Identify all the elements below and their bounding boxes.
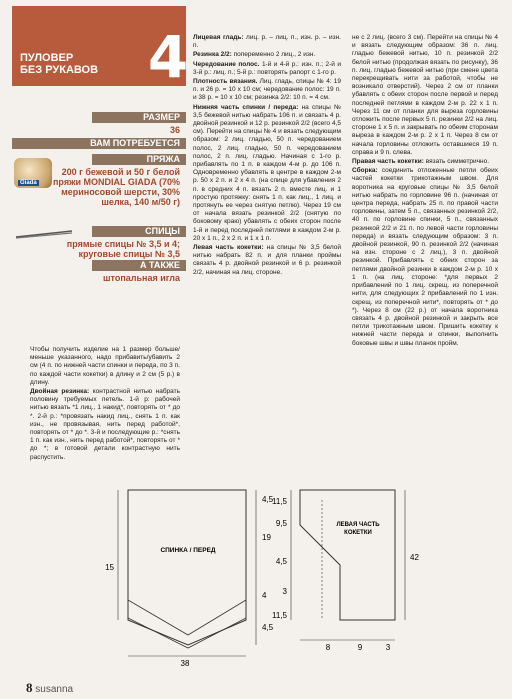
- stripes-heading: Чередование полос.: [193, 60, 260, 68]
- yoke-label-2: КОКЕТКИ: [344, 530, 372, 536]
- pattern-number: 4: [147, 23, 189, 91]
- yoke-dim-top: 11,5: [272, 497, 287, 506]
- double-rib-text: контрастной нитью набрать половину требуемых петель. 1-й р: рабочей нитью вязать *1 лиц., 1 накид*, повторять от * до *. 2-й р.: *провязать накид лиц., снять 1 п. как изн., не провязывая, нить перед работой*, повторять от * до *. 3-й и последующие р.: *снять 1 п. как изн., нить перед работой*, повторять от * до *; в готовой детали контрастную нить распустить.: [30, 388, 181, 461]
- stripes-text: 1-й и 4-й р.: изн. п.; 2-й и 3-й р.: лиц. п.; 5-й р.: повторять рапорт с 1-го р.: [193, 60, 341, 76]
- left-column: [30, 346, 180, 463]
- front-dim-height: 15: [105, 563, 114, 572]
- right-yoke-text: вязать симметрично.: [425, 158, 490, 166]
- front-dim-stripe: 4: [262, 591, 267, 600]
- need-label-bar: ВАМ ПОТРЕБУЕТСЯ: [12, 138, 186, 149]
- yoke-dim-height: 42: [410, 553, 419, 562]
- also-text: штопальная игла: [103, 273, 180, 283]
- yoke-dim-w1: 8: [325, 643, 331, 652]
- intro-paragraph: Чтобы получить изделие на 1 размер больше/меньше указанного, надо прибавить/убавить 2 см (4 п. по нижней части спинки и переда, по 3 п. по каждой части кокетки) в длину и 2 см (5 р.) в длину.: [30, 346, 180, 386]
- yoke-dim-collar: 4,5: [275, 557, 287, 566]
- front-back-outline: [128, 490, 246, 645]
- yoke-label-1: ЛЕВАЯ ЧАСТЬ: [336, 522, 380, 528]
- needles-label-bar: СПИЦЫ: [92, 226, 186, 237]
- magazine-brand: susanna: [35, 684, 74, 695]
- size-label-bar: РАЗМЕР: [92, 112, 186, 123]
- yoke-dim-w3: 3: [385, 643, 391, 652]
- size-value: 36: [169, 125, 180, 135]
- yoke-dim-band: 3: [282, 587, 287, 596]
- stripe-chevron-top: [128, 600, 246, 635]
- gauge-heading: Плотность вязания.: [193, 78, 258, 86]
- needles-icon: [14, 229, 74, 239]
- gauge-text: Лиц. гладь, спицы № 4: 19 п. и 26 р. = 10 х 10 см; чередование полос: 19 п. и 38 р. = 10 х 10 см; резинка 2/2: 10 п. = 4 см.: [193, 78, 342, 102]
- page-number: 8: [26, 680, 33, 695]
- right-yoke-heading: Правая часть кокетки:: [352, 158, 424, 166]
- stockinette-text: лиц. р. – лиц. п., изн. р. – изн. п.: [193, 34, 341, 50]
- yoke-dim-bottom: 11,5: [272, 611, 287, 620]
- lower-part-text: на спицы № 3,5 бежевой нитью набрать 106 п. и связать 4 р. двойной резинкой и 12 р. резинкой 2/2 (всего 4,5 см). Перейти на спицы № 4 и вязать следующим образом: 2 лиц. гладью, 50 п. чередованием полос, 2 лиц. гладью, 50 п. чередованием полос, 2 п. лиц. гладью. Начиная с 1-го р. прибавлять по 1 п. в каждом 4-м р. до 106 п. Одновременно убавлять в центре в каждом 2-м р. 50 х 2 п. и 2 х 4 п. (на спице для убавления 2 п. в средних 4 п. вязать 2 п. вместе лиц. и 1 простую протяжку: снять 1 п. как лиц., 1 лиц. и протянуть ее через снятую петлю). Через 19 см от начала вязать резинкой 2/2 (снятую по боковому краю) убавлять с обеих сторон после 1-й и перед последней петлями в каждом 2-м р. 20 х 1 п., 2 х 2 п. и 1 х 1 п.: [193, 103, 341, 242]
- needles-text: прямые спицы № 3,5 и 4; круговые спицы № 3,5: [66, 239, 180, 259]
- also-label-bar: А ТАКЖЕ: [92, 260, 186, 271]
- yoke-dim-w2: 9: [357, 643, 363, 652]
- assembly-text: соединить отложенные петли обеих частей кокетки трикотажным швом. Для воротника на круговые спицы № 3,5 белой нитью набрать по горловине 96 п. (начиная от центра переда, набрать 25 п. по правой части горловины, затем 5 п., связанных резинкой 2/2, 40 п. по горловине спинки, 5 п., связанных резинкой 2/2 и 21 п. по левой части горловины переда) и вязать следующим образом: 3 п. двойной резинкой, 90 п. резинкой 2/2 (начиная на изн. стороне с 2 лиц.), 3 п. двойной резинкой. Прибавлять с обеих сторон за петлями двойной резинки в каждом 2-м р. 10 х 1 п. (на лиц. стороне: *для первых 2 прибавлений по 1 лиц. скрещ. из поперечной нити, для следующих 2 прибавлений по 1 изн. скрещ. из поперечной нити*, повторять от * до *). Через 8 см (22 р.) от начала воротника связать 4 р. двойной резинкой и закрыть все петли трикотажным швом. Пришить кокетку к нижней части переда и спинки, выполнить боковые швы и швы планок пройм.: [352, 167, 499, 347]
- yarn-label-bar: ПРЯЖА: [92, 154, 186, 165]
- title-box: [12, 6, 189, 91]
- front-dim-bottom: 4,5: [262, 623, 274, 632]
- double-rib-paragraph: [30, 388, 180, 462]
- front-back-label: СПИНКА / ПЕРЕД: [160, 547, 216, 554]
- rib-text: попеременно 2 лиц., 2 изн.: [233, 51, 316, 59]
- page-footer: [26, 680, 73, 696]
- title-line-1: ПУЛОВЕР: [20, 52, 74, 64]
- yoke-dim-neck: 9,5: [275, 519, 287, 528]
- pattern-title: [20, 52, 130, 76]
- title-line-2: БЕЗ РУКАВОВ: [20, 64, 99, 76]
- stockinette-heading: Лицевая гладь:: [193, 34, 244, 41]
- lower-part-heading: Нижняя часть спинки / переда:: [193, 103, 299, 111]
- middle-column: [193, 34, 341, 278]
- right-column: [352, 34, 498, 349]
- left-yoke-text: на спицы № 3,5 белой нитью набрать 82 п. и для планки проймы связать 4 р. двойной резинкой и 6 р. резинкой 2/2, начиная на лиц. стороне.: [193, 244, 341, 276]
- assembly-heading: Сборка:: [352, 167, 378, 175]
- yarn-text: 200 г бежевой и 50 г белой пряжи MONDIAL GIADA (70% мериносовой шерсти, 30% шелка, 140 м/50 г): [53, 167, 180, 207]
- yoke-continued-text: не с 2 лиц. (всего 3 см). Перейти на спицы № 4 и вязать следующим образом: 36 п. лиц. гладью бежевой нитью, 10 п. резинкой 2/2 белой нитью (продолжая вязать по рисунку), 36 п. лиц. гладью бежевой нитью (при смене цвета перекрещивать нити за работой, чтобы не возникало отверстий). Через 2 см от планки убавлять с обеих сторон после первой и перед последней петлями в каждом 2-м р. 22 х 1 п. Через 11 см от планки для выреза горловины отложить после первых 5 п. резинки 2/2 на лиц. стороне 1 х 5 п. и закрывать по обеим сторонам выреза в каждом 2-м р. 2 х 1 п. Через 8 см от начала горловины отложить оставшиеся 19 п. справа и 9 п. слева.: [352, 34, 498, 156]
- rib-heading: Резинка 2/2:: [193, 51, 232, 59]
- pattern-schematic: [0, 470, 512, 675]
- stripe-chevron-bottom: [128, 618, 246, 648]
- front-dim-width: 38: [180, 659, 190, 668]
- front-dim-middle: 19: [262, 533, 271, 542]
- left-yoke-heading: Левая часть кокетки:: [193, 244, 264, 252]
- double-rib-heading: Двойная резинка:: [30, 388, 90, 396]
- yarn-brand-label: Giada: [20, 180, 37, 186]
- yoke-outline: [300, 490, 395, 620]
- front-dim-top: 4,5: [262, 495, 274, 504]
